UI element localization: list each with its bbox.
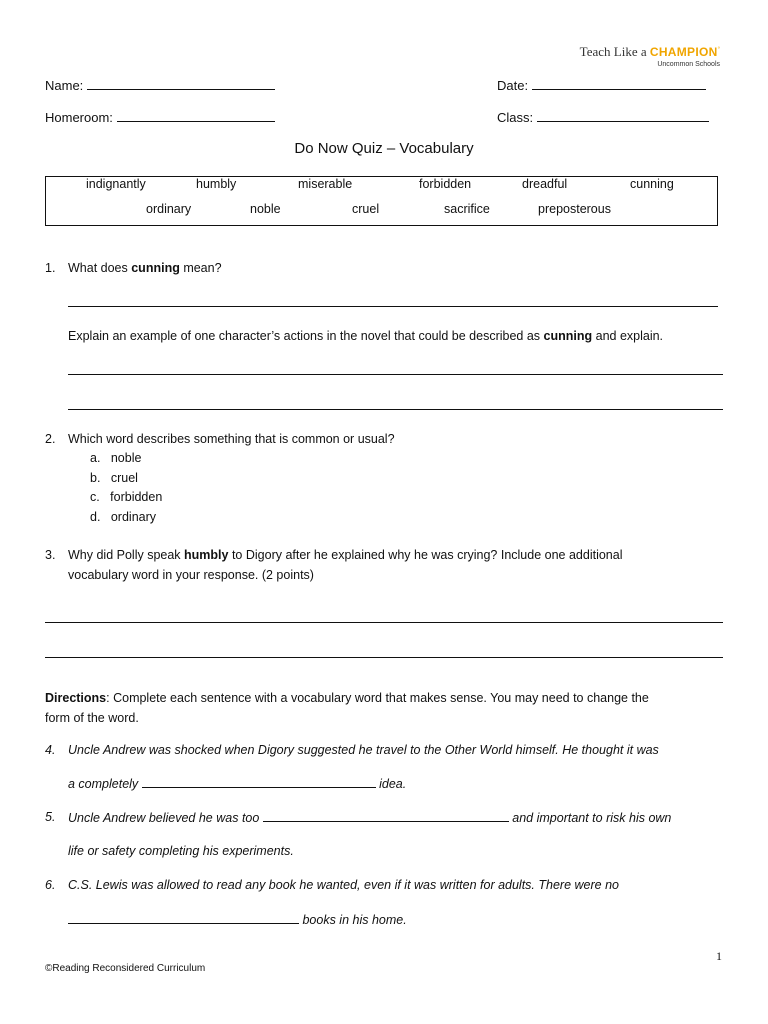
q6-post: books in his home. (299, 913, 407, 927)
q1-follow-pre: Explain an example of one character’s actions in the novel that could be described as (68, 329, 544, 343)
question-5-text-line2: life or safety completing his experiments. (68, 844, 294, 858)
word-bank-item: sacrifice (444, 202, 490, 216)
name-line[interactable] (87, 75, 275, 90)
date-label: Date: (497, 78, 529, 93)
page-number: 1 (716, 949, 722, 963)
word-bank-item: dreadful (522, 177, 568, 191)
option-d[interactable] (90, 510, 156, 524)
class-line[interactable] (537, 107, 709, 122)
name-field[interactable] (45, 75, 275, 93)
question-1-number: 1. (45, 261, 56, 275)
question-6-text: C.S. Lewis was allowed to read any book he wanted, even if it was written for adults. There were no (68, 878, 619, 892)
class-label: Class: (497, 110, 534, 125)
word-bank-item: humbly (196, 177, 237, 191)
q5-post: and important to risk his own (508, 811, 672, 825)
q5-pre: Uncle Andrew believed he was too (68, 811, 263, 825)
logo-prefix: Teach Like a (579, 44, 650, 59)
q1-keyword: cunning (131, 261, 180, 275)
logo-sub: Uncommon Schools (657, 61, 720, 68)
option-text: cruel (110, 471, 138, 485)
logo-text: Teach Like a CHAMPION° (579, 44, 720, 59)
question-5-number: 5. (45, 810, 56, 824)
option-letter: c. (90, 490, 100, 504)
q4-pre: a completely (68, 777, 142, 791)
word-bank-item: noble (250, 202, 281, 216)
question-1-text (68, 261, 222, 275)
homeroom-label: Homeroom: (45, 110, 113, 125)
date-line[interactable] (532, 75, 706, 90)
option-letter: d. (90, 510, 101, 524)
word-bank-item: ordinary (146, 202, 192, 216)
option-text: noble (110, 451, 142, 465)
question-3-text-line2: vocabulary word in your response. (2 points) (68, 568, 314, 582)
option-b[interactable] (90, 471, 138, 485)
answer-line[interactable] (68, 374, 723, 375)
date-field[interactable] (497, 75, 706, 93)
option-letter: b. (90, 471, 101, 485)
question-4-number: 4. (45, 743, 56, 757)
q1-pre: What does (68, 261, 132, 275)
page-title: Do Now Quiz – Vocabulary (294, 140, 474, 157)
question-6-number: 6. (45, 878, 56, 892)
word-bank-item: forbidden (419, 177, 472, 191)
fill-blank[interactable] (263, 810, 509, 822)
answer-line[interactable] (68, 306, 718, 307)
q1-post: mean? (179, 261, 222, 275)
logo-accent: CHAMPION (649, 45, 718, 59)
homeroom-field[interactable] (45, 107, 275, 125)
question-6-blank-line (68, 912, 407, 927)
option-letter: a. (90, 451, 101, 465)
option-a[interactable] (90, 451, 141, 465)
directions-label: Directions (45, 691, 107, 705)
directions (45, 691, 649, 705)
answer-line[interactable] (45, 622, 723, 623)
name-label: Name: (45, 78, 84, 93)
option-text: ordinary (110, 510, 157, 524)
answer-line[interactable] (68, 409, 723, 410)
option-text: forbidden (110, 490, 163, 504)
q1-follow-keyword: cunning (543, 329, 593, 343)
question-5-text (68, 810, 671, 825)
question-2-text: Which word describes something that is common or usual? (68, 432, 395, 446)
homeroom-line[interactable] (117, 107, 275, 122)
word-bank-item: indignantly (86, 177, 146, 191)
word-bank (45, 176, 718, 226)
class-field[interactable] (497, 107, 709, 125)
fill-blank[interactable] (142, 776, 376, 788)
word-bank-item: miserable (298, 177, 353, 191)
q3-keyword: humbly (184, 548, 229, 562)
q3-post: to Digory after he explained why he was crying? Include one additional (228, 548, 623, 562)
copyright: ©Reading Reconsidered Curriculum (45, 963, 206, 974)
logo (580, 44, 720, 68)
question-1-followup (68, 329, 663, 343)
answer-line[interactable] (45, 657, 723, 658)
question-4-blank-line (68, 776, 406, 791)
question-3-text (68, 548, 622, 562)
word-bank-item: cruel (352, 202, 380, 216)
q4-post: idea. (375, 777, 407, 791)
option-c[interactable] (90, 490, 162, 504)
q1-follow-post: and explain. (592, 329, 664, 343)
word-bank-item: cunning (630, 177, 674, 191)
word-bank-item: preposterous (538, 202, 611, 216)
q3-pre: Why did Polly speak (68, 548, 185, 562)
question-3-number: 3. (45, 548, 56, 562)
directions-line2: form of the word. (45, 711, 139, 725)
question-4-text: Uncle Andrew was shocked when Digory suggested he travel to the Other World himself. He thought it was (68, 743, 659, 757)
question-2-number: 2. (45, 432, 56, 446)
fill-blank[interactable] (68, 912, 299, 924)
directions-text: : Complete each sentence with a vocabulary word that makes sense. You may need to change the (106, 691, 649, 705)
